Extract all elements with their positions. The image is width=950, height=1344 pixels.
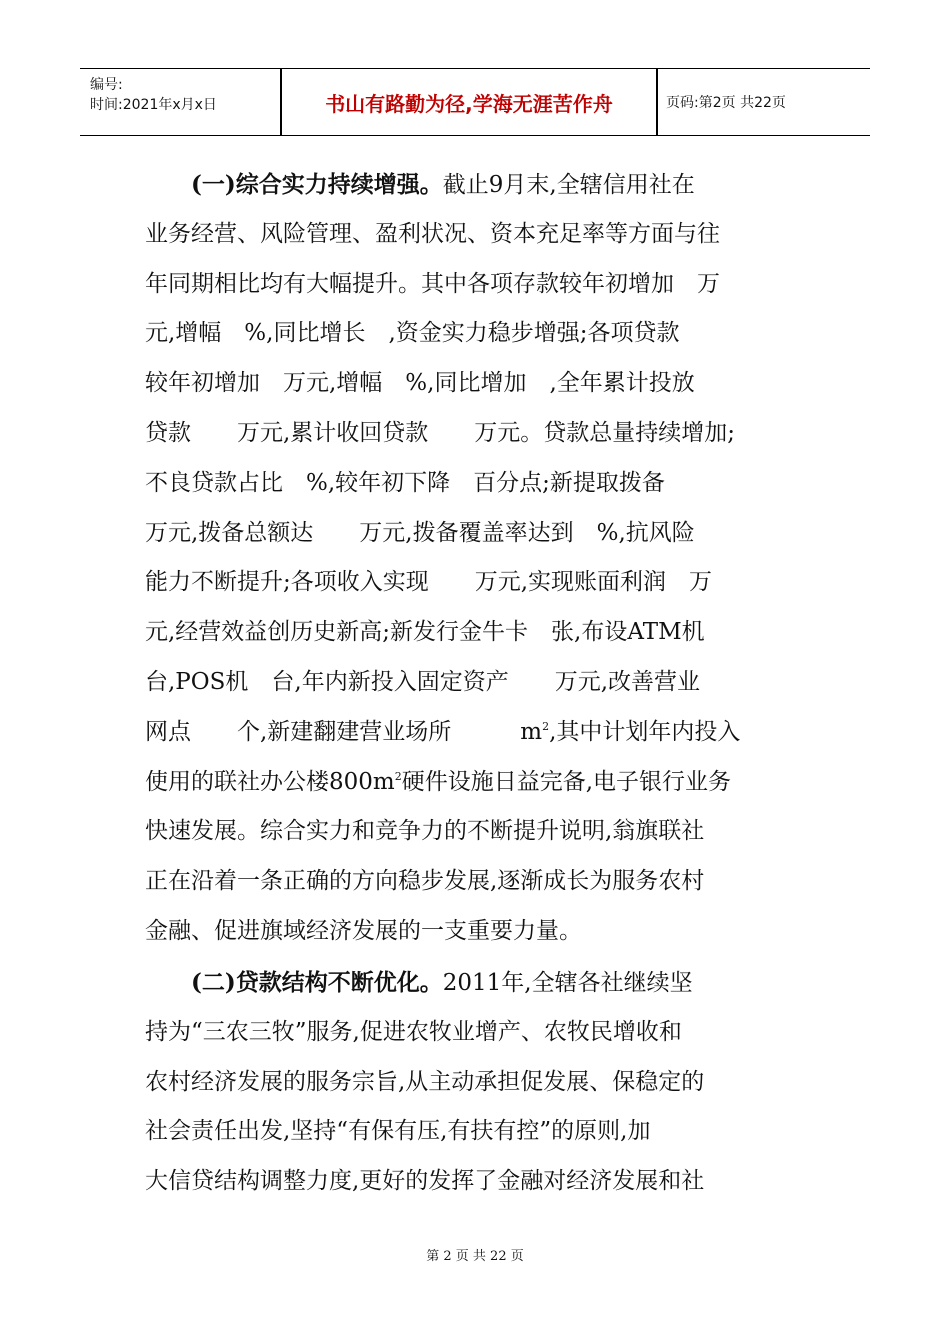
- text-line: 不良贷款占比 %,较年初下降 百分点;新提取拨备: [145, 469, 665, 496]
- text-line: 金融、促进旗域经济发展的一支重要力量。: [145, 917, 582, 944]
- header-meta: [80, 69, 280, 135]
- text-line: 元,经营效益创历史新高;新发行金牛卡 张,布设ATM机: [145, 619, 705, 646]
- number-label: 编号:: [90, 77, 123, 93]
- section1-paragraph: [145, 160, 815, 957]
- text-line: 贷款 万元,累计收回贷款 万元。贷款总量持续增加;: [145, 419, 736, 446]
- text-line: 较年初增加 万元,增幅 %,同比增加 ,全年累计投放: [145, 370, 695, 397]
- text-line: 2011年,全辖各社继续坚: [442, 970, 693, 996]
- text-line: 台,POS机 台,年内新投入固定资产 万元,改善营业: [145, 668, 701, 695]
- text-line: 截止9月末,全辖信用社在: [442, 172, 695, 198]
- text-line: 持为“三农三牧”服务,促进农牧业增产、农牧民增收和: [145, 1018, 682, 1045]
- text-line: 业务经营、风险管理、盈利状况、资本充足率等方面与往: [145, 220, 720, 247]
- text-line: 社会责任出发,坚持“有保有压,有扶有控”的原则,加: [145, 1118, 651, 1145]
- text-line: 网点 个,新建翻建营业场所 $m^2$,其中计划年内投入: [145, 718, 741, 745]
- page-footer: 第 2 页 共 22 页: [426, 1249, 524, 1264]
- page-header: [80, 68, 870, 136]
- text-line: 农村经济发展的服务宗旨,从主动承担促发展、保稳定的: [145, 1068, 705, 1095]
- text-line: 年同期相比均有大幅提升。其中各项存款较年初增加 万: [145, 270, 720, 297]
- section1-heading: (一)综合实力持续增强。: [191, 171, 443, 198]
- text-line: 万元,拨备总额达 万元,拨备覆盖率达到 %,抗风险: [145, 519, 695, 546]
- time-label: 时间:2021年x月x日: [90, 97, 217, 113]
- text-line: 使用的联社办公楼$800m^2$硬件设施日益完备,电子银行业务: [145, 768, 732, 795]
- header-divider: [656, 69, 658, 135]
- section2-paragraph: [145, 958, 815, 1207]
- text-line: 正在沿着一条正确的方向稳步发展,逐渐成长为服务农村: [145, 868, 705, 895]
- header-page-info: 页码:第2页 共22页: [666, 95, 786, 111]
- text-line: 元,增幅 %,同比增长 ,资金实力稳步增强;各项贷款: [145, 320, 680, 347]
- header-motto: 书山有路勤为径,学海无涯苦作舟: [325, 91, 613, 116]
- text-line: 大信贷结构调整力度,更好的发挥了金融对经济发展和社: [145, 1168, 705, 1195]
- section2-heading: (二)贷款结构不断优化。: [191, 969, 443, 996]
- text-line: 能力不断提升;各项收入实现 万元,实现账面利润 万: [145, 569, 713, 596]
- text-line: 快速发展。综合实力和竞争力的不断提升说明,翁旗联社: [145, 818, 705, 845]
